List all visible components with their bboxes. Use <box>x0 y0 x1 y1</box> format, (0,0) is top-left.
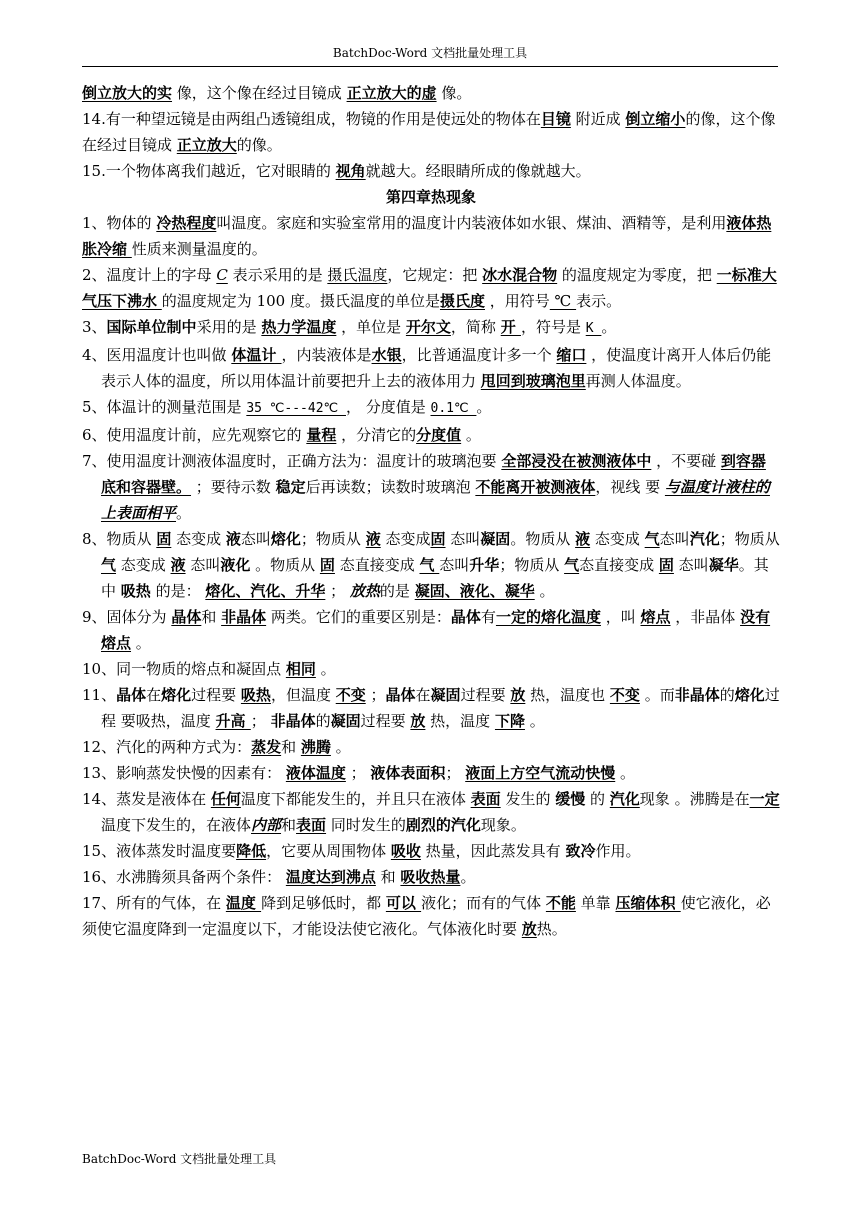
answer-text: K <box>585 321 602 336</box>
paragraph-q8 <box>82 526 780 604</box>
text-segment: ，分清它的 <box>336 426 417 444</box>
text-segment: ； <box>345 764 371 782</box>
text-segment: 温度下都能发生的，并且只在液体 <box>240 790 471 808</box>
answer-text: 温度 <box>225 894 262 912</box>
text-segment: 态叫 <box>240 530 271 548</box>
paragraph-q3 <box>82 314 780 342</box>
text-segment: 的是： <box>150 582 206 600</box>
answer-text: 可以 <box>385 894 422 912</box>
answer-text: 液 <box>365 530 381 548</box>
text-segment: 17、所有的气体，在 <box>82 894 226 912</box>
text-segment: 的 <box>585 790 610 808</box>
paragraph-l0 <box>82 80 780 106</box>
text-segment: 10、同一物质的熔点和凝固点 <box>82 660 286 678</box>
paragraph-q10 <box>82 656 780 682</box>
text-segment: 。物质从 <box>510 530 576 548</box>
text-segment: 的像，这个像在经过目镜成 <box>82 110 776 154</box>
text-segment: 态直接变成 <box>334 556 420 574</box>
text-segment: ；物质从 <box>719 530 780 548</box>
text-segment: ； <box>445 764 466 782</box>
answer-text: 内部 <box>251 816 282 834</box>
answer-text: 液体热胀冷缩 <box>82 214 772 258</box>
text-segment: 。 <box>476 398 492 416</box>
text-segment: 凝固 <box>480 530 511 548</box>
text-segment: 汽化 <box>689 530 720 548</box>
paragraph-q2 <box>82 262 780 314</box>
answer-text: 凝固、液化、凝华 <box>414 582 535 600</box>
answer-text: 固 <box>658 556 674 574</box>
text-segment: ；物质从 <box>499 556 565 574</box>
text-segment: ，简称 <box>450 318 501 336</box>
answer-text: 沸腾 <box>300 738 331 756</box>
text-segment: 凝固 <box>330 712 361 730</box>
answer-text: 吸热 <box>240 686 271 704</box>
text-segment: 吸热 <box>120 582 151 600</box>
text-segment: 稳定 <box>275 478 306 496</box>
answer-text: 量程 <box>306 426 337 444</box>
paragraph-q11 <box>82 682 780 734</box>
answer-text: 一标准大气压下沸水 <box>82 266 777 310</box>
answer-text: 视角 <box>335 162 366 180</box>
answer-text: 一定 <box>749 790 780 808</box>
text-segment: 。 <box>601 318 617 336</box>
text-segment: 同时发生的 <box>326 816 406 834</box>
answer-text: 升高 <box>215 712 251 730</box>
answer-text: C <box>216 266 228 284</box>
answer-text: 降低 <box>236 842 267 860</box>
text-segment: 致冷 <box>565 842 596 860</box>
answer-text: 放 <box>521 920 537 938</box>
text-segment: 有 <box>480 608 496 626</box>
text-segment: 和 <box>281 738 301 756</box>
header-divider <box>82 66 778 67</box>
text-segment: 态叫 <box>439 556 470 574</box>
text-segment: 的温度规定为零度，把 <box>557 266 717 284</box>
answer-text: 摄氏度 <box>439 292 485 310</box>
text-segment: ，视线 要 <box>595 478 665 496</box>
text-segment: 。 <box>131 634 151 652</box>
text-segment: 像，这个像在经过目镜成 <box>172 84 347 102</box>
text-segment: 8、物质从 <box>82 530 157 548</box>
text-segment: 放热 <box>349 582 380 600</box>
answer-text: 固 <box>156 530 172 548</box>
text-segment: 再测人体温度。 <box>585 372 691 390</box>
answer-text: 摄氏温度 <box>327 266 388 284</box>
text-segment: 过程要 <box>460 686 511 704</box>
text-segment: 态变成 <box>380 530 431 548</box>
text-segment: 在 <box>146 686 162 704</box>
paragraph-q13 <box>82 760 780 786</box>
answer-text: 固 <box>319 556 335 574</box>
answer-text: 热力学温度 <box>261 318 337 336</box>
text-segment: 液 <box>225 530 241 548</box>
answer-text: 下降 <box>494 712 525 730</box>
text-segment: 和 <box>375 868 401 886</box>
answer-text: 液面上方空气流动快慢 <box>465 764 616 782</box>
text-segment: 非晶体 <box>270 712 316 730</box>
text-segment: 态叫 <box>659 530 690 548</box>
answer-text: 倒立缩小 <box>625 110 686 128</box>
text-segment: 温度下发生的，在液体 <box>101 816 252 834</box>
text-segment: 国际单位制中 <box>106 318 197 336</box>
text-segment: 态变成 <box>590 530 645 548</box>
text-segment: 5、体温计的测量范围是 <box>82 398 247 416</box>
answer-text: 冰水混合物 <box>482 266 558 284</box>
text-segment: 像。 <box>436 84 472 102</box>
text-segment: ，用符号 <box>484 292 550 310</box>
text-segment: 12、汽化的两种方式为： <box>82 738 252 756</box>
paragraph-q15 <box>82 838 780 864</box>
text-segment: 的是 <box>379 582 415 600</box>
answer-text: 不能 <box>545 894 576 912</box>
text-segment: 现象 。沸腾是在 <box>639 790 750 808</box>
text-segment: 。而 <box>639 686 675 704</box>
text-segment: 和 <box>201 608 222 626</box>
answer-text: 正立放大 <box>176 136 237 154</box>
answer-text: 倒立放大的实 <box>82 84 173 102</box>
text-segment: 降到足够低时，都 <box>261 894 386 912</box>
answer-text: 表面 <box>470 790 501 808</box>
answer-text: 水银 <box>371 346 402 364</box>
text-segment: 13、影响蒸发快慢的因素有： <box>82 764 286 782</box>
text-segment: 态变成 <box>171 530 226 548</box>
text-segment: 发生的 <box>500 790 556 808</box>
text-segment: 凝华 <box>708 556 739 574</box>
text-segment: 。其中 <box>101 556 769 600</box>
text-segment: 。 <box>461 426 481 444</box>
answer-text: 不能离开被测液体 <box>475 478 596 496</box>
answer-text: 液 <box>170 556 186 574</box>
text-segment: ； <box>365 686 386 704</box>
answer-text: 0.1℃ <box>430 401 477 416</box>
text-segment: 7、使用温度计测液体温度时，正确方法为：温度计的玻璃泡要 <box>82 452 502 470</box>
paragraph-q5 <box>82 394 780 422</box>
text-segment: 。 <box>615 764 636 782</box>
text-segment: 性质来测量温度的。 <box>131 240 267 258</box>
answer-text: 全部浸没在被测液体中 <box>501 452 652 470</box>
paragraph-q1 <box>82 210 780 262</box>
text-segment: 附近成 <box>570 110 626 128</box>
text-segment: 的 <box>315 712 331 730</box>
text-segment: 使它液化，必须使它温度降到一定温度以下，才能设法使它液化。气体液化时要 <box>82 894 771 938</box>
text-segment: 态叫 <box>445 530 481 548</box>
answer-text: 体温计 <box>231 346 282 364</box>
text-segment: 就越大。经眼睛所成的像就越大。 <box>365 162 591 180</box>
text-segment: 2、温度计上的字母 <box>82 266 217 284</box>
paragraph-q14 <box>82 786 780 838</box>
answer-text: 吸收热量 <box>400 868 461 886</box>
answer-text: 晶体 <box>171 608 202 626</box>
text-segment: 第四章热现象 <box>385 188 476 206</box>
answer-text: 任何 <box>210 790 241 808</box>
text-segment: ，叫 <box>600 608 641 626</box>
text-segment: 液化；而有的气体 <box>421 894 546 912</box>
text-segment: 6、使用温度计前，应先观察它的 <box>82 426 307 444</box>
answer-text: 相同 <box>285 660 316 678</box>
answer-text: 缩口 <box>556 346 587 364</box>
text-segment: 缓慢 <box>555 790 586 808</box>
text-segment: 表示采用的是 <box>227 266 328 284</box>
answer-text: 非晶体 <box>221 608 267 626</box>
answer-text: 汽化 <box>609 790 640 808</box>
page-header: BatchDoc-Word 文档批量处理工具 <box>332 46 528 60</box>
paragraph-q9 <box>82 604 780 656</box>
page-footer: BatchDoc-Word 文档批量处理工具 <box>82 1152 277 1166</box>
text-segment: 过程要 <box>360 712 411 730</box>
text-segment: 和 <box>281 816 297 834</box>
answer-text: 液体温度 <box>285 764 346 782</box>
answer-text: 不变 <box>609 686 640 704</box>
text-segment: 。 <box>534 582 555 600</box>
text-segment: ，不要碰 <box>651 452 721 470</box>
text-segment: 4、医用温度计也叫做 <box>82 346 232 364</box>
text-segment: 15.一个物体离我们越近，它对眼睛的 <box>82 162 336 180</box>
answer-text: 冷热程度 <box>156 214 217 232</box>
document-body <box>82 80 780 942</box>
text-segment: 表示。 <box>576 292 622 310</box>
text-segment: 液化 <box>220 556 251 574</box>
answer-text: 表面 <box>296 816 327 834</box>
text-segment: ，它要从周围物体 <box>266 842 391 860</box>
paragraph-q4 <box>82 342 780 394</box>
text-segment: 采用的是 <box>196 318 262 336</box>
answer-text: 液 <box>575 530 591 548</box>
answer-text: 与温度计液柱的上表面相平 <box>101 478 770 522</box>
text-segment: 作用。 <box>595 842 641 860</box>
paragraph-q12 <box>82 734 780 760</box>
answer-text: 放 <box>410 712 426 730</box>
text-segment: 非晶体 <box>674 686 720 704</box>
text-segment: 过程 要吸热，温度 <box>101 686 780 730</box>
answer-text: 目镜 <box>540 110 571 128</box>
text-segment: 熔化 <box>734 686 765 704</box>
answer-text: 气 <box>564 556 580 574</box>
answer-text: 不变 <box>335 686 366 704</box>
text-segment: ，符号是 <box>520 318 586 336</box>
answer-text: 到容器底和容器壁。 <box>101 452 766 496</box>
paragraph-q17 <box>82 890 780 942</box>
text-segment: 熔化 <box>161 686 192 704</box>
answer-text: 分度值 <box>416 426 462 444</box>
text-segment: 的 <box>719 686 735 704</box>
text-segment: 熔化 <box>270 530 301 548</box>
answer-text: 熔点 <box>640 608 671 626</box>
text-segment: ； <box>250 712 271 730</box>
text-segment: 叫温度。家庭和实验室常用的温度计内装液体如水银、煤油、酒精等，是利用 <box>216 214 727 232</box>
text-segment: 态变成 <box>116 556 171 574</box>
text-segment: 晶体 <box>450 608 481 626</box>
text-segment: 升华 <box>469 556 500 574</box>
text-segment: ，非晶体 <box>670 608 741 626</box>
text-segment: 16、水沸腾须具备两个条件： <box>82 868 286 886</box>
paragraph-q7 <box>82 448 780 526</box>
text-segment: ，但温度 <box>270 686 336 704</box>
text-segment: ，内装液体是 <box>281 346 372 364</box>
text-segment: ；物质从 <box>300 530 366 548</box>
answer-text: 放 <box>510 686 526 704</box>
text-segment: ，单位是 <box>336 318 406 336</box>
answer-text: 正立放大的虚 <box>346 84 437 102</box>
text-segment: 过程要 <box>191 686 241 704</box>
text-segment: ， 分度值是 <box>345 398 431 416</box>
paragraph-l2 <box>82 158 780 184</box>
answer-text: 35 ℃---42℃ <box>246 401 346 416</box>
text-segment: 态叫 <box>673 556 709 574</box>
text-segment: 。 <box>330 738 351 756</box>
answer-text: 开 <box>500 318 521 336</box>
answer-text: ℃ <box>549 292 577 310</box>
text-segment: 热。 <box>536 920 567 938</box>
answer-text: 一定的熔化温度 <box>495 608 601 626</box>
text-segment: 1、物体的 <box>82 214 157 232</box>
text-segment: 的温度规定为 100 度。摄氏温度的单位是 <box>161 292 440 310</box>
text-segment: 9、固体分为 <box>82 608 172 626</box>
text-segment: ，比普通温度计多一个 <box>401 346 557 364</box>
answer-text: 开尔文 <box>405 318 451 336</box>
answer-text: 没有熔点 <box>101 608 771 652</box>
text-segment: 两类。它们的重要区别是： <box>266 608 451 626</box>
answer-text: 压缩体积 <box>615 894 681 912</box>
text-segment: 后再读数；读数时玻璃泡 <box>305 478 476 496</box>
text-segment: 凝固 <box>430 686 461 704</box>
text-segment: 热，温度 <box>425 712 495 730</box>
text-segment: ；要待示数 <box>191 478 276 496</box>
answer-text: 吸收 <box>390 842 421 860</box>
text-segment: 。 <box>315 660 336 678</box>
text-segment: 态直接变成 <box>579 556 659 574</box>
text-segment: 剧烈的汽化 <box>405 816 481 834</box>
paragraph-q6 <box>82 422 780 448</box>
text-segment: 热，温度也 <box>525 686 610 704</box>
text-segment: 现象。 <box>480 816 526 834</box>
text-segment: 热量，因此蒸发具有 <box>420 842 566 860</box>
text-segment: ，使温度计离开人体后仍能表示人体的温度，所以用体温计前要把升上去的液体用力 <box>101 346 772 390</box>
text-segment: 14、蒸发是液体在 <box>82 790 211 808</box>
text-segment: ，它规定：把 <box>387 266 483 284</box>
text-segment: 晶体 <box>116 686 147 704</box>
answer-text: 固 <box>430 530 446 548</box>
answer-text: 甩回到玻璃泡里 <box>480 372 586 390</box>
text-segment: 11、 <box>82 686 117 704</box>
text-segment: 3、 <box>82 318 107 336</box>
text-segment: 。物质从 <box>250 556 320 574</box>
chapter-title <box>82 184 780 210</box>
paragraph-l1 <box>82 106 780 158</box>
paragraph-q16 <box>82 864 780 890</box>
answer-text: 蒸发 <box>251 738 282 756</box>
text-segment: 14.有一种望远镜是由两组凸透镜组成，物镜的作用是使远处的物体在 <box>82 110 541 128</box>
text-segment: 态叫 <box>185 556 221 574</box>
text-segment: 。 <box>524 712 545 730</box>
text-segment: 15、液体蒸发时温度要 <box>82 842 237 860</box>
text-segment: 液体表面积 <box>370 764 446 782</box>
text-segment: 单靠 <box>575 894 616 912</box>
text-segment: 。 <box>460 868 476 886</box>
answer-text: 气 <box>419 556 435 574</box>
text-segment: ； <box>325 582 350 600</box>
answer-text: 熔化、汽化、升华 <box>205 582 326 600</box>
text-segment: 。 <box>176 504 192 522</box>
text-segment: 晶体 <box>385 686 416 704</box>
answer-text: 温度达到沸点 <box>285 868 376 886</box>
answer-text: 气 <box>101 556 117 574</box>
text-segment: 的像。 <box>236 136 282 154</box>
text-segment: 在 <box>415 686 431 704</box>
answer-text: 气 <box>644 530 660 548</box>
